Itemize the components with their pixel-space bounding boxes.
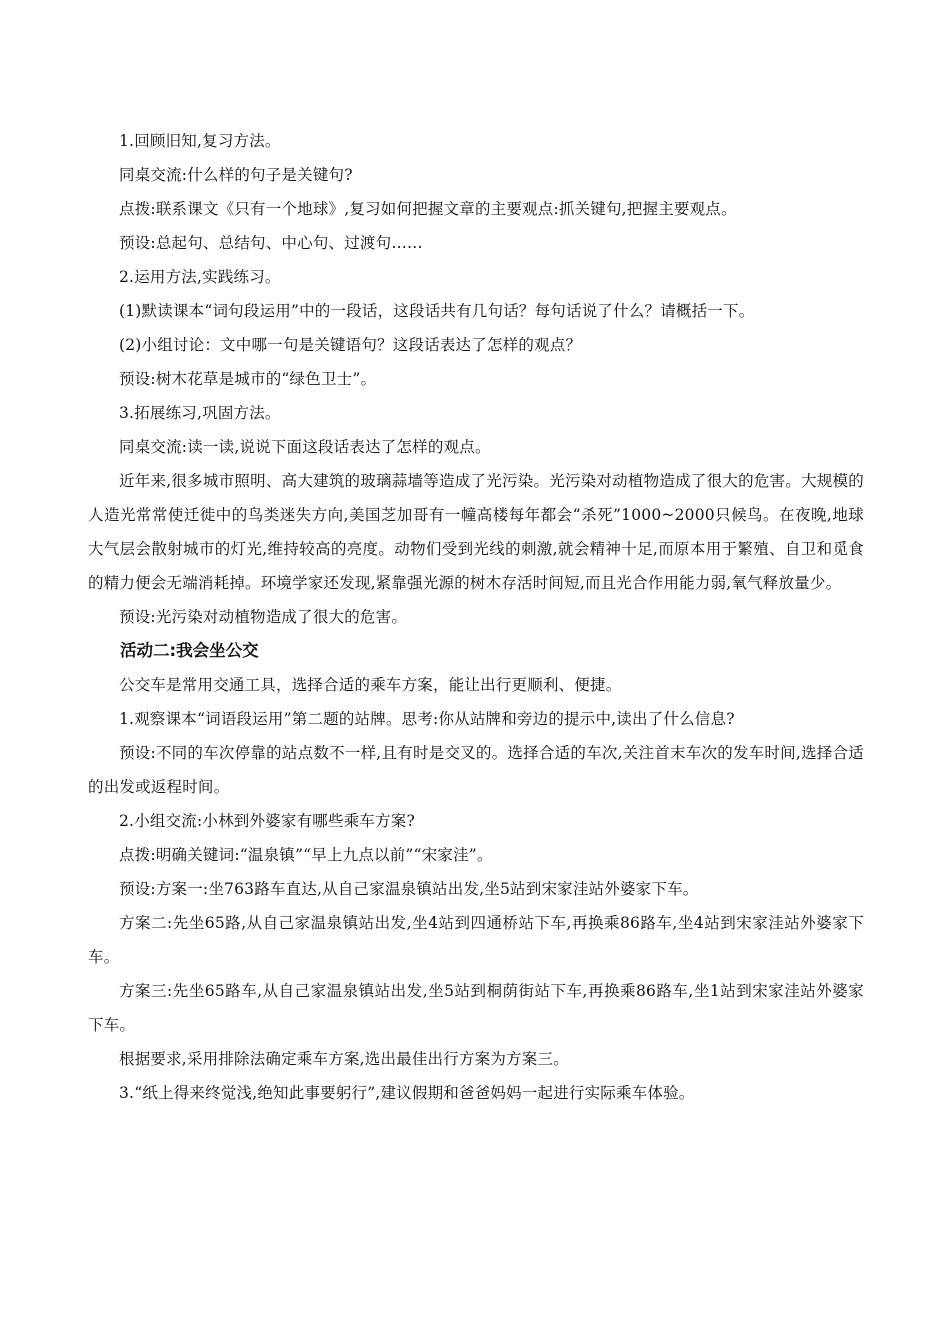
paragraph-desk-exchange: 同桌交流:什么样的句子是关键句?	[119, 166, 353, 184]
paragraph-keywords: 点拨:明确关键词:“温泉镇”“早上九点以前”“宋家洼”。	[119, 846, 493, 864]
paragraph-desk-read: 同桌交流:读一读,说说下面这段话表达了怎样的观点。	[119, 438, 491, 456]
paragraph-bus-intro: 公交车是常用交通工具，选择合适的乘车方案，能让出行更顺利、便捷。	[119, 676, 622, 694]
section-heading-activity-2: 活动二:我会坐公交	[120, 641, 259, 660]
paragraph-task-2: (2)小组讨论：文中哪一句是关键语句？这段话表达了怎样的观点？	[119, 336, 582, 354]
paragraph-apply-method: 2.运用方法,实践练习。	[119, 268, 281, 286]
paragraph-preset: 预设:总起句、总结句、中心句、过渡句……	[119, 234, 423, 252]
paragraph-light-pollution: 近年来,很多城市照明、高大建筑的玻璃蒜墙等造成了光污染。光污染对动植物造成了很大的危害。大规模的人造光常常使迁徙中的鸟类迷失方向,美国芝加哥有一幢高楼每年都会“杀死”1000~2000只候鸟。在夜晚,地球大气层会散射城市的灯光,维持较高的亮度。动物们受到光线的刺激,就会精神十足,而原本用于繁殖、自卫和觅食的精力便会无端消耗掉。环境学家还发现,紧靠强光源的树木存活时间短,而且光合作用能力弱,氧气释放量少。	[88, 472, 864, 592]
paragraph-task-1: (1)默读课本“词句段运用”中的一段话，这段话共有几句话？每句话说了什么？请概括一下。	[119, 302, 755, 320]
paragraph-preset-bus: 预设:不同的车次停靠的站点数不一样,且有时是交叉的。选择合适的车次,关注首末车次的发车时间,选择合适的出发或返程时间。	[88, 744, 864, 796]
paragraph-plan-2: 方案二:先坐65路,从自己家温泉镇站出发,坐4站到四通桥站下车,再换乘86路车,坐4站到宋家洼站外婆家下车。	[88, 914, 864, 966]
paragraph-preset-light: 预设:光污染对动植物造成了很大的危害。	[119, 608, 408, 626]
paragraph-practice: 3.“纸上得来终觉浅,绝知此事要躬行”,建议假期和爸爸妈妈一起进行实际乘车体验。	[119, 1084, 695, 1102]
paragraph-extend: 3.拓展练习,巩固方法。	[119, 404, 281, 422]
paragraph-review: 1.回顾旧知,复习方法。	[119, 132, 281, 150]
paragraph-plan-3: 方案三:先坐65路车,从自己家温泉镇站出发,坐5站到桐荫街站下车,再换乘86路车,坐1站到宋家洼站外婆家下车。	[88, 982, 864, 1034]
paragraph-preset-green: 预设:树木花草是城市的“绿色卫士”。	[119, 370, 377, 388]
paragraph-observe-sign: 1.观察课本“词语段运用”第二题的站牌。思考:你从站牌和旁边的提示中,读出了什么信息?	[119, 710, 735, 728]
paragraph-group-exchange: 2.小组交流:小林到外婆家有哪些乘车方案?	[119, 812, 416, 830]
paragraph-conclusion: 根据要求,采用排除法确定乘车方案,选出最佳出行方案为方案三。	[119, 1050, 569, 1068]
paragraph-plan-1: 预设:方案一:坐763路车直达,从自己家温泉镇站出发,坐5站到宋家洼站外婆家下车。	[119, 880, 699, 898]
paragraph-hint: 点拨:联系课文《只有一个地球》,复习如何把握文章的主要观点:抓关键句,把握主要观点。	[119, 200, 737, 218]
document-body	[88, 124, 864, 1110]
